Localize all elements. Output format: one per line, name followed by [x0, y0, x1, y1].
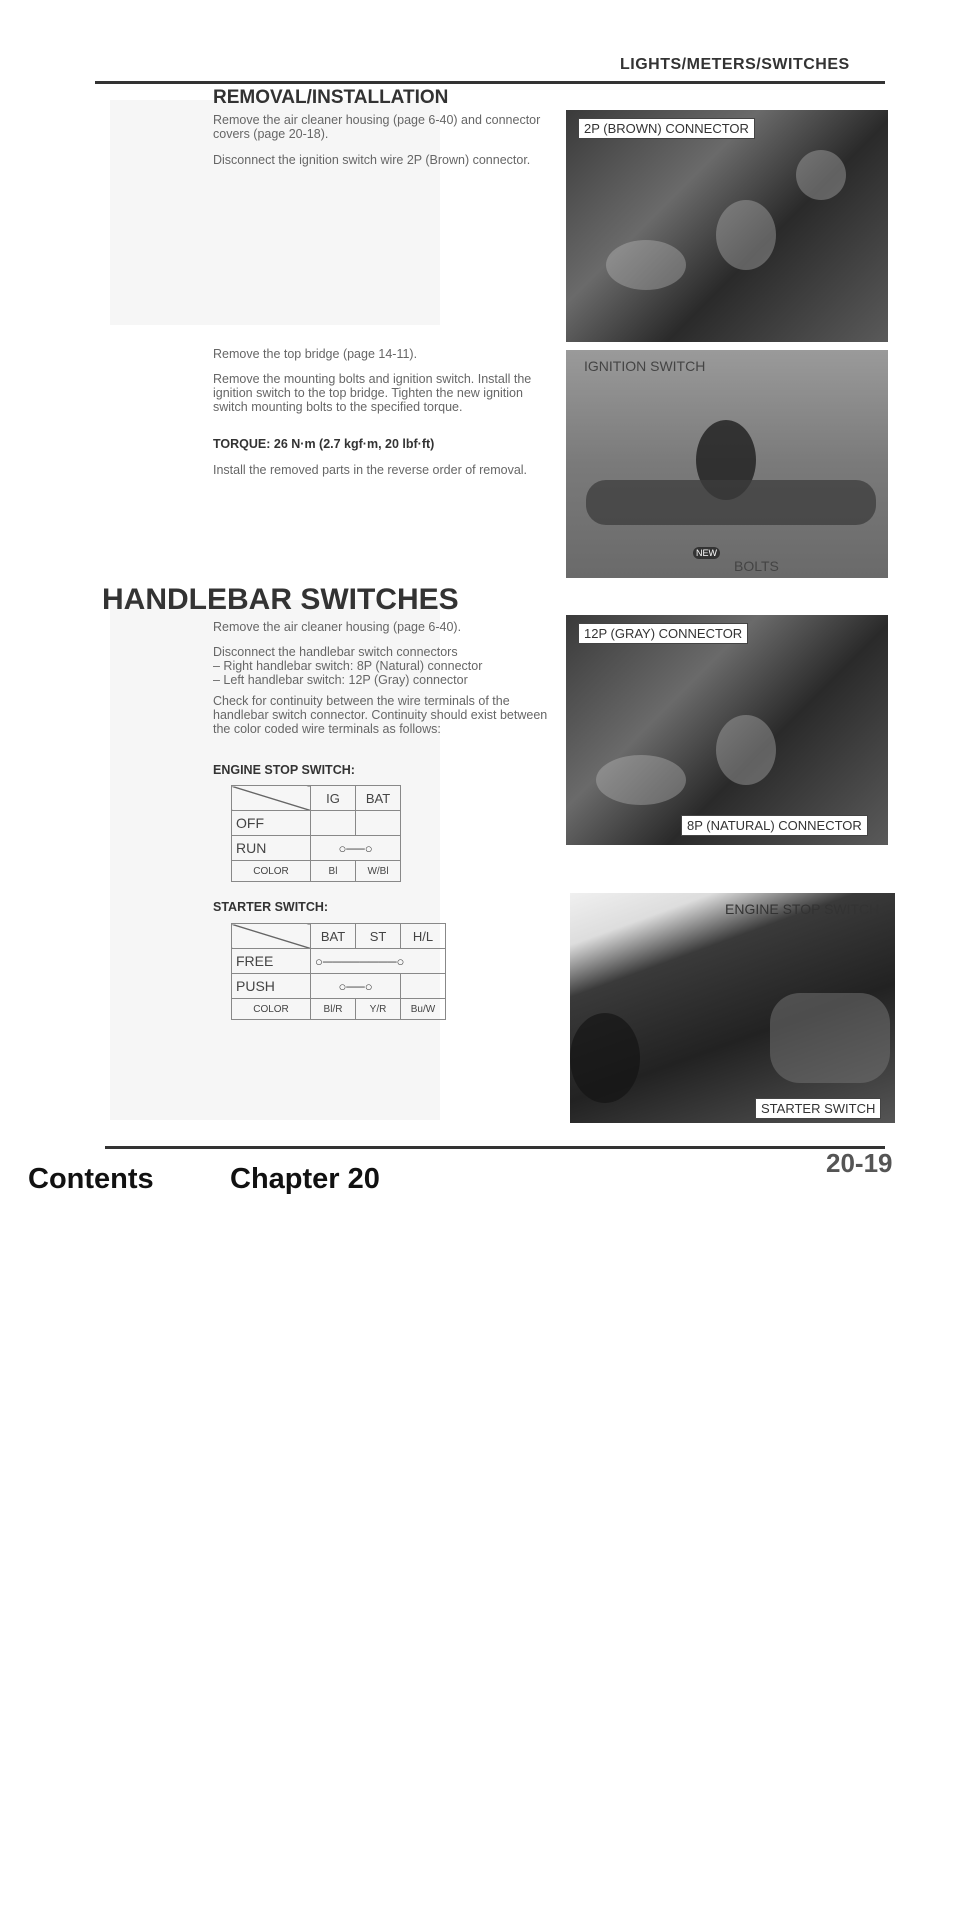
color-hl: Bu/W — [401, 999, 446, 1020]
row-off: OFF — [232, 811, 311, 836]
table-corner — [232, 924, 311, 949]
continuity-icon: ○────────○ — [311, 949, 446, 974]
removal-title: REMOVAL/INSTALLATION — [213, 87, 449, 108]
removal-para-2: Disconnect the ignition switch wire 2P (Brown) connector. — [213, 153, 531, 167]
engine-stop-title: ENGINE STOP SWITCH: — [213, 763, 355, 777]
removal-para-3: Remove the top bridge (page 14-11). — [213, 347, 418, 361]
page-number: 20-19 — [826, 1148, 893, 1178]
top-rule — [95, 81, 885, 84]
color-label: COLOR — [232, 999, 311, 1020]
new-badge-icon: NEW — [693, 547, 720, 559]
continuity-icon: ○──○ — [311, 836, 401, 861]
color-bat: Bl/R — [311, 999, 356, 1020]
row-run: RUN — [232, 836, 311, 861]
handlebar-para-3: Check for continuity between the wire terminals of the handlebar switch connector. Continuity should exist between the color coded wire terminals as follows: — [213, 694, 548, 736]
starter-title: STARTER SWITCH: — [213, 900, 329, 914]
handlebar-para-2a: Disconnect the handlebar switch connectors — [213, 645, 458, 659]
label-starter-switch: STARTER SWITCH — [755, 1098, 881, 1119]
handlebar-title: HANDLEBAR SWITCHES — [102, 583, 459, 616]
label-8p-connector: 8P (NATURAL) CONNECTOR — [681, 815, 868, 836]
label-engine-stop: ENGINE STOP SWITCH — [725, 901, 880, 917]
label-2p-connector: 2P (BROWN) CONNECTOR — [578, 118, 755, 139]
color-ig: Bl — [311, 861, 356, 882]
color-bat: W/Bl — [356, 861, 401, 882]
label-bolts: BOLTS — [734, 558, 779, 574]
col-bat: BAT — [356, 786, 401, 811]
label-12p-connector: 12P (GRAY) CONNECTOR — [578, 623, 748, 644]
section-header: LIGHTS/METERS/SWITCHES — [620, 56, 850, 73]
continuity-icon: ○──○ — [311, 974, 401, 999]
row-push: PUSH — [232, 974, 311, 999]
row-free: FREE — [232, 949, 311, 974]
label-ignition-switch: IGNITION SWITCH — [584, 358, 706, 374]
col-bat: BAT — [311, 924, 356, 949]
torque-spec: TORQUE: 26 N·m (2.7 kgf·m, 20 lbf·ft) — [213, 437, 435, 451]
photo-handlebar-switch — [570, 893, 895, 1123]
handlebar-para-1: Remove the air cleaner housing (page 6-40). — [213, 620, 462, 634]
photo-ignition-switch — [566, 350, 888, 578]
col-ig: IG — [311, 786, 356, 811]
chapter-link[interactable]: Chapter 20 — [230, 1163, 380, 1195]
table-corner — [232, 786, 311, 811]
bottom-rule — [105, 1146, 885, 1149]
color-st: Y/R — [356, 999, 401, 1020]
starter-table — [231, 923, 446, 1020]
col-hl: H/L — [401, 924, 446, 949]
contents-link[interactable]: Contents — [28, 1163, 154, 1195]
col-st: ST — [356, 924, 401, 949]
photo-2p-connector — [566, 110, 888, 342]
removal-para-4: Remove the mounting bolts and ignition switch. Install the ignition switch to the top bridge. Tighten the new ignition switch mounting bolts to the specified torque. — [213, 372, 532, 414]
handlebar-para-2b: – Right handlebar switch: 8P (Natural) connector — [213, 659, 483, 673]
color-label: COLOR — [232, 861, 311, 882]
removal-para-5: Install the removed parts in the reverse order of removal. — [213, 463, 528, 477]
handlebar-para-2c: – Left handlebar switch: 12P (Gray) connector — [213, 673, 468, 687]
engine-stop-table — [231, 785, 401, 882]
removal-para-1: Remove the air cleaner housing (page 6-40) and connector covers (page 20-18). — [213, 113, 541, 141]
photo-handlebar-connectors — [566, 615, 888, 845]
